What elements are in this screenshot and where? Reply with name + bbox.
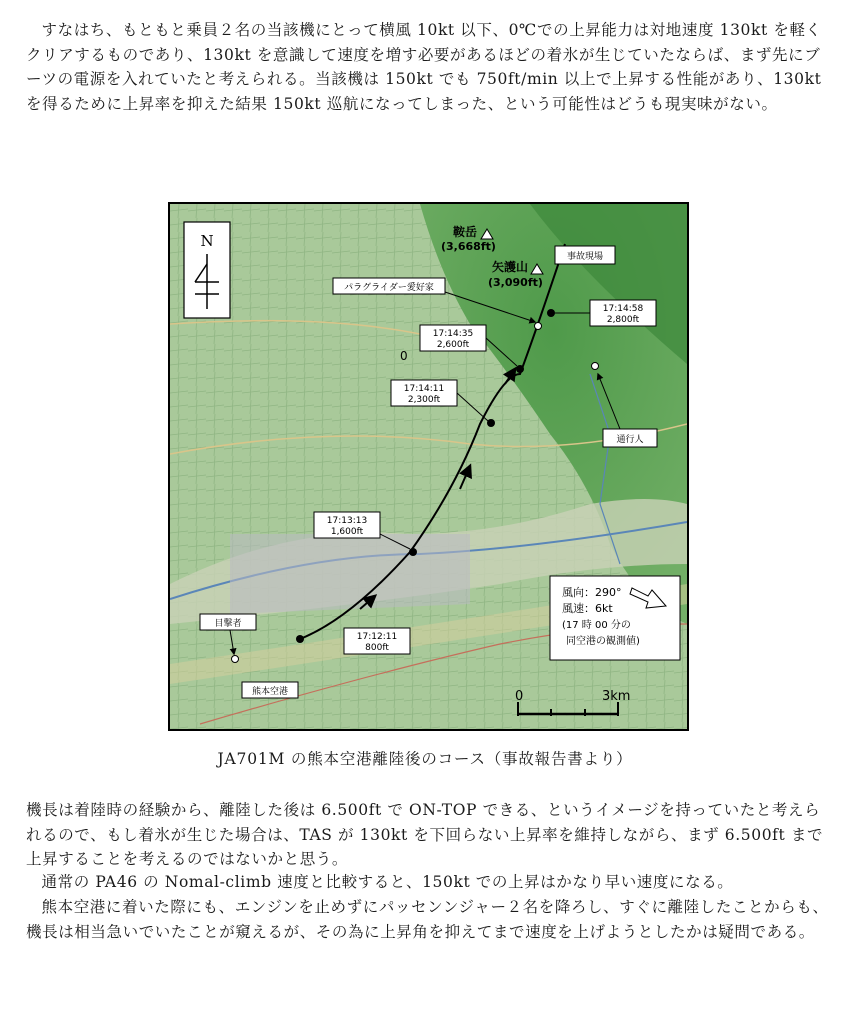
svg-text:17:14:35: 17:14:35 (432, 329, 474, 339)
track-point-4 (516, 365, 524, 373)
svg-text:風向：290°: 風向：290° (562, 586, 622, 599)
walker-point (592, 363, 599, 370)
witness-point (232, 656, 239, 663)
intro-paragraph: すなはち、もともと乗員２名の当該機にとって横風 10kt 以下、0℃での上昇能力は対地速度 130kt を軽くクリアするものであり、130kt を意識して速度を増す必要があるほどの着氷が生じていたならば、まず先にブーツの電源を入れていたと考えられる。当該機は 150kt でも 750ft/min 以上で上昇する性能があり、130kt を得るために上昇率を抑えた結果 150kt 巡航になってしまった、という可能性はどうも現実味がない。 (26, 21, 822, 113)
svg-text:同空港の観測値): 同空港の観測値) (566, 636, 640, 647)
town-area (230, 534, 470, 614)
svg-text:17:14:58: 17:14:58 (602, 304, 644, 314)
figure-caption: JA701M の熊本空港離陸後のコース（事故報告書より） (217, 750, 633, 768)
crash-site-label: 事故現場 (566, 252, 604, 262)
svg-text:風速：6kt: 風速：6kt (562, 602, 613, 615)
track-point-3 (487, 419, 495, 427)
svg-text:17:13:13: 17:13:13 (326, 516, 368, 526)
svg-text:(17 時 00 分の: (17 時 00 分の (562, 620, 631, 631)
peak2-name: 矢護山 (492, 260, 529, 274)
svg-text:1,600ft: 1,600ft (330, 527, 364, 537)
track-label-1 (344, 628, 410, 654)
peak1-elev: (3,668ft) (441, 240, 496, 253)
svg-text:17:14:11: 17:14:11 (403, 384, 445, 394)
climb-speed-paragraph: 通常の PA46 の Nomal-climb 速度と比較すると、150kt での上昇はかなり早い速度になる。 (41, 873, 734, 891)
svg-text:2,300ft: 2,300ft (407, 395, 441, 405)
conclusion-paragraph: 熊本空港に着いた際にも、エンジンを止めずにパッセンンジャー２名を降ろし、すぐに離陸したことからも、機長は相当急いでいたことが窺えるが、その為に上昇角を抑えてまで速度を上げようとしたかは疑問である。 (26, 898, 829, 941)
north-arrow (184, 222, 230, 318)
track-point-5 (547, 309, 555, 317)
svg-text:N: N (200, 232, 214, 250)
svg-text:0: 0 (515, 689, 524, 704)
track-point-1 (296, 635, 304, 643)
airport-label: 熊本空港 (251, 687, 289, 697)
witness-label: 目撃者 (214, 619, 242, 629)
svg-text:3km: 3km (602, 689, 631, 704)
walker-label: 通行人 (616, 435, 644, 445)
paraglider-label: パラグライダー愛好家 (344, 283, 434, 293)
paraglider-point (535, 323, 542, 330)
track-point-2 (409, 548, 417, 556)
peak2-elev: (3,090ft) (488, 276, 543, 289)
flight-course-map (168, 202, 689, 731)
svg-text:17:12:11: 17:12:11 (356, 632, 398, 642)
peak1-name: 鞍岳 (453, 225, 478, 239)
wind-legend (550, 576, 680, 660)
zero-mark: 0 (400, 349, 408, 363)
svg-text:800ft: 800ft (365, 643, 389, 653)
captain-paragraph: 機長は着陸時の経験から、離陸した後は 6.500ft で ON-TOP できる、というイメージを持っていたと考えられるので、もし着氷が生じた場合は、TAS が 130kt を下回らない上昇率を維持しながら、まず 6.500ft まで上昇することを考えるのではないかと思う。 (26, 801, 824, 868)
svg-text:2,800ft: 2,800ft (606, 315, 640, 325)
svg-text:2,600ft: 2,600ft (436, 340, 470, 350)
